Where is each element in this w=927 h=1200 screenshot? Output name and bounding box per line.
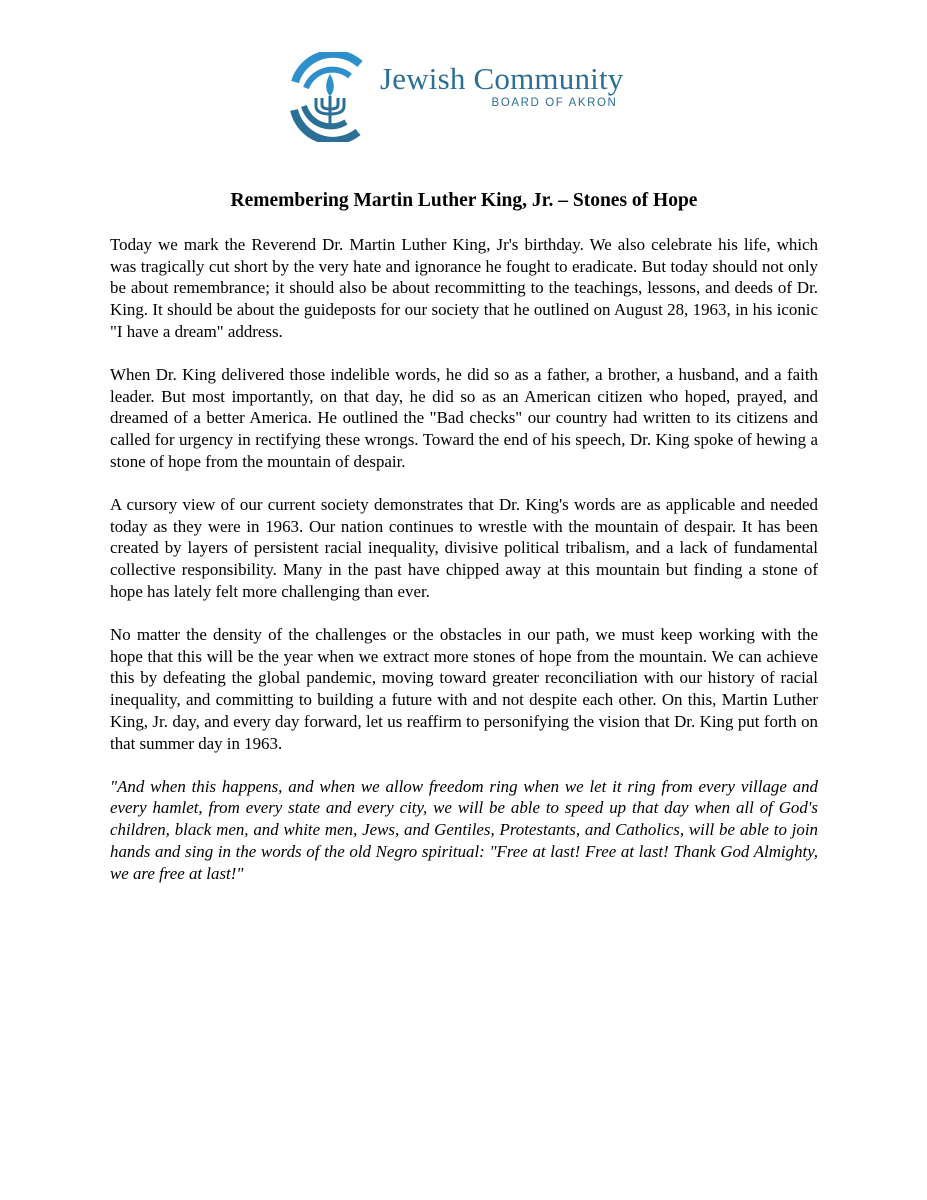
document-title: Remembering Martin Luther King, Jr. – Stones of Hope xyxy=(230,190,698,211)
document-body xyxy=(110,234,818,906)
logo-text xyxy=(380,62,623,109)
body-paragraph: Today we mark the Reverend Dr. Martin Luther King, Jr's birthday. We also celebrate his life, which was tragically cut short by the very hate and ignorance he fought to eradicate. But today should not only be about remembrance; it should also be about recommitting to the teachings, lessons, and deeds of Dr. King. It should be about the guideposts for our society that he outlined on August 28, 1963, in his iconic "I have a dream" address. xyxy=(110,235,818,341)
body-paragraph: A cursory view of our current society demonstrates that Dr. King's words are as applicable and needed today as they were in 1963. Our nation continues to wrestle with the mountain of despair. It has been created by layers of persistent racial inequality, divisive political tribalism, and a lack of fundamental collective responsibility. Many in the past have chipped away at this mountain but finding a stone of hope has lately felt more challenging than ever. xyxy=(110,495,818,601)
organization-name: Jewish Community xyxy=(380,61,624,96)
organization-logo xyxy=(288,52,640,142)
body-paragraph: No matter the density of the challenges or the obstacles in our path, we must keep working with the hope that this will be the year when we extract more stones of hope from the mountain. We can achieve this by defeating the global pandemic, moving toward greater reconciliation with our history of racial inequality, and committing to building a future with and not despite each other. On this, Martin Luther King, Jr. day, and every day forward, let us reaffirm to personifying the vision that Dr. King put forth on that summer day in 1963. xyxy=(110,625,818,753)
body-paragraph: When Dr. King delivered those indelible words, he did so as a father, a brother, a husband, and a faith leader. But most importantly, on that day, he did so as an American citizen who hoped, prayed, and dreamed of a better America. He outlined the "Bad checks" our country had written to its citizens and called for urgency in rectifying these wrongs. Toward the end of his speech, Dr. King spoke of hewing a stone of hope from the mountain of despair. xyxy=(110,365,818,471)
menorah-in-circle-logo-icon xyxy=(288,52,378,142)
organization-subtitle: BOARD OF AKRON xyxy=(491,97,618,109)
closing-quote: "And when this happens, and when we allow freedom ring when we let it ring from every village and every hamlet, from every state and every city, we will be able to speed up that day when all of God's children, black men, and white men, Jews, and Gentiles, Protestants, and Catholics, will be able to join hands and sing in the words of the old Negro spiritual: "Free at last! Free at last! Thank God Almighty, we are free at last!" xyxy=(110,776,818,883)
